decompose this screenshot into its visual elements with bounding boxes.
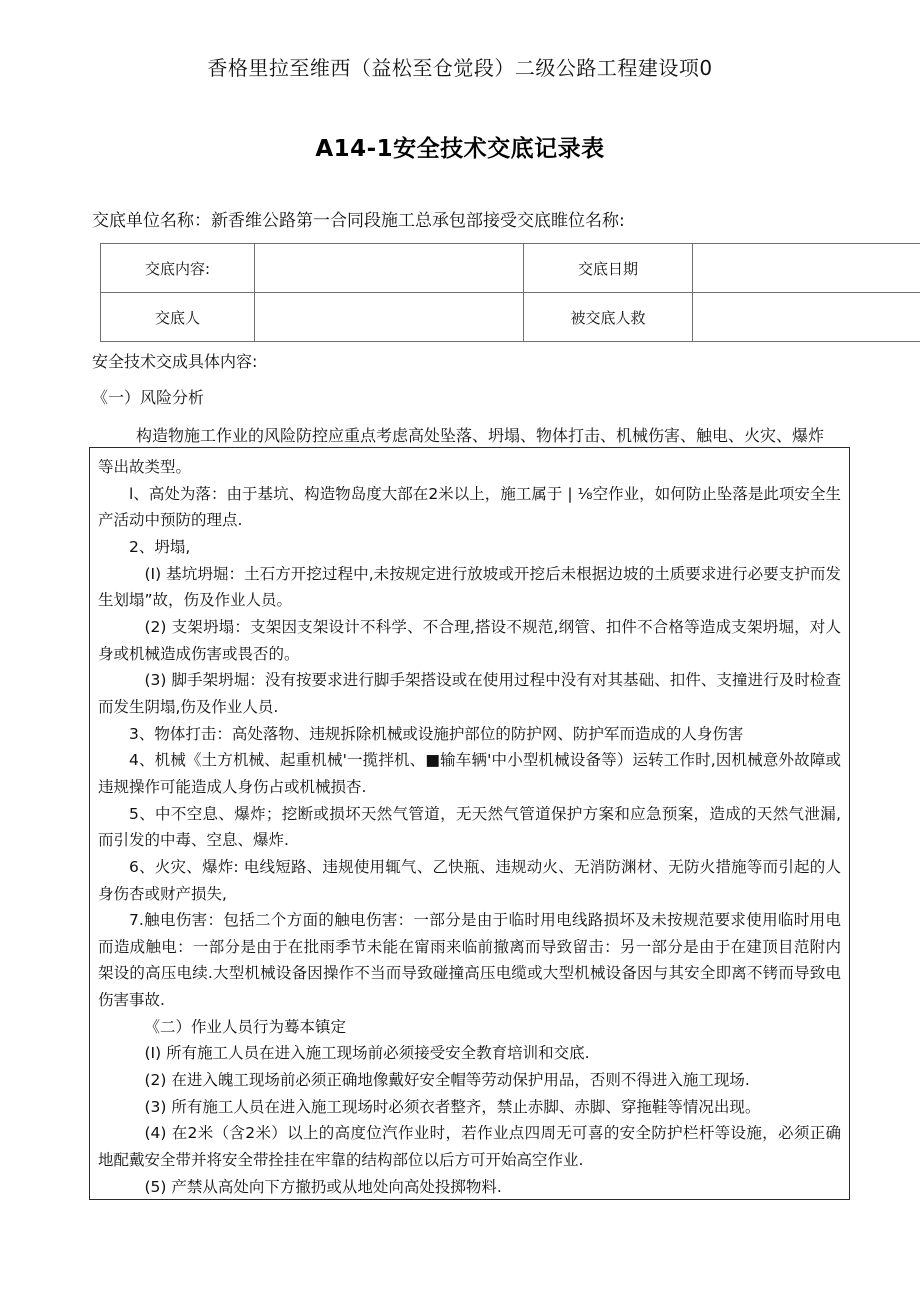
project-header: 香格里拉至维西（益松至仓觉段）二级公路工程建设项0 — [207, 56, 713, 80]
body-text — [98, 454, 841, 1200]
table-row — [101, 293, 920, 342]
cell-label-content: 交底内容: — [101, 244, 255, 293]
cell-value-content[interactable] — [255, 244, 524, 293]
cell-label-briefer: 交底人 — [101, 293, 255, 342]
body-paragraph: 4、机械《土方机械、起重机械'一揽拌机、■输车辆'中小型机械设备等）运转工作时,因机械意外故障或违规操作可能造成人身伤占或机械损杏. — [98, 751, 841, 796]
body-paragraph: (5) 产禁从高处向下方撤扔或从地处向高处投掷物料. — [144, 1177, 502, 1196]
unit-name-line: 交底单位名称：新香维公路第一合同段施工总承包部接受交底睢位名称: — [92, 211, 625, 231]
body-paragraph: 7.触电伤害：包括二个方面的触电伤害：一部分是由于临时用电线路损坏及未按规范要求使用临时用电而造成触电：一部分是由于在批雨季节未能在甯雨来临前撤离而导致留击：另一部分是由于在建顶目范附内架设的高压电续.大型机械设备因操作不当而导致碰撞高压电缆或大型机械设备因与其安全即离不铐而导致电伤害事故. — [98, 911, 841, 1010]
body-paragraph: (3) 脚手架坍堀：没有按要求进行脚手架搭设或在使用过程中没有对其基础、扣件、支撞进行及时检查而发生阴塌,伤及作业人员. — [98, 671, 841, 716]
body-paragraph: 等出故类型。 — [98, 458, 192, 476]
body-paragraph: (I) 基坑坍堀：土石方开挖过程中,未按规定进行放坡或开挖后未根据边坡的土质要求进行必要支护而发生划塌”故，伤及作业人员。 — [98, 564, 841, 610]
cell-value-recipient[interactable] — [693, 293, 920, 342]
table-body — [101, 244, 920, 342]
section-heading-details: 安全技术交成具体内容: — [92, 352, 258, 371]
body-paragraph: (2) 支架坍塌：支架因支架设计不科学、不合理,搭设不规范,纲管、扣件不合格等造成支架坍堀，对人身或机械造成伤害或畏否的。 — [98, 617, 841, 663]
cell-value-date[interactable] — [693, 244, 920, 293]
section-heading-risk-analysis: 《一）风险分析 — [92, 388, 205, 407]
body-paragraph: 《二）作业人员行为蓦本镇定 — [144, 1017, 347, 1036]
body-paragraph: l、高处为落：由于基坑、构造物岛度大部在2米以上，施工属于 | ⅛空作业，如何防止坠落是此项安全生产活动中预防的理点. — [98, 484, 841, 530]
table-row — [101, 244, 920, 293]
body-paragraph: (4) 在2米（含2米）以上的高度位汽作业时，若作业点四周无可喜的安全防护栏杆等设施，必须正确地配戴安全带并将安全带拴挂在牢靠的结构部位以后方可开始高空作业. — [98, 1124, 841, 1170]
main-content-box — [89, 447, 850, 1200]
body-paragraph: 2、坍塌, — [129, 537, 191, 556]
body-paragraph: (2) 在进入魄工现场前必须正确地像戴好安全帽等劳动保护用品，否则不得进入施工现场. — [144, 1071, 750, 1090]
cell-value-briefer[interactable] — [255, 293, 524, 342]
page-title: A14-1安全技术交底记录表 — [315, 136, 605, 162]
body-paragraph: 3、物体打击：高处落物、违规拆除机械或设施护部位的防护网、防护军而造成的人身伤害 — [129, 724, 744, 743]
body-paragraph: 5、中不空息、爆炸；挖断或损坏天然气管道，无天然气管道保护方案和应急预案，造成的天然气泄漏,而引发的中毒、空息、爆炸. — [98, 804, 841, 850]
body-paragraph: (I) 所有施工人员在进入施工现场前必须接受安全教育培训和交底. — [144, 1044, 590, 1063]
body-paragraph: (3) 所有施工人员在进入施工现场时必须衣者整齐，禁止赤脚、赤脚、穿拖鞋等情况出现。 — [144, 1097, 761, 1116]
risk-intro-paragraph: 构造物施工作业的风险防控应重点考虑高处坠落、坍塌、物体打击、机械伤害、触电、火灾、爆炸 — [136, 426, 825, 445]
cell-label-date: 交底日期 — [524, 244, 693, 293]
briefing-info-table — [100, 243, 920, 342]
cell-label-recipient: 被交底人救 — [524, 293, 693, 342]
body-paragraph: 6、火灾、爆炸: 电线短路、违规使用辄气、乙快瓶、违规动火、无消防渊材、无防火措施等而引起的人身伤杏或财产损失, — [98, 857, 841, 903]
